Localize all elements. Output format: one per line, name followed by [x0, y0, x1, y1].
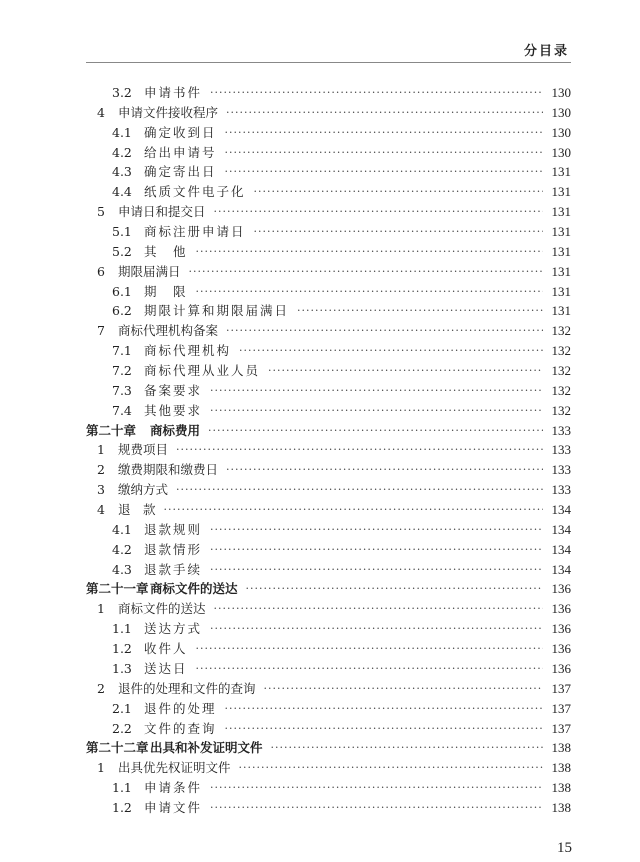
entry-page: 133	[551, 442, 571, 458]
entry-number: 4.2	[112, 541, 132, 557]
entry-page: 134	[551, 521, 571, 537]
dot-leader	[254, 182, 543, 202]
entry-number: 1	[97, 442, 105, 458]
dot-leader	[271, 738, 543, 758]
dot-leader	[268, 361, 543, 381]
entry-page: 131	[551, 184, 571, 200]
entry-page: 130	[551, 144, 571, 160]
entry-title: 商标代理机构	[144, 343, 232, 359]
entry-number: 第二十二章	[86, 740, 149, 756]
toc-entry[interactable]	[86, 83, 571, 103]
entry-title: 退款手续	[144, 561, 203, 577]
entry-page: 136	[551, 581, 571, 597]
entry-title: 退款规则	[144, 521, 203, 537]
entry-page: 132	[551, 343, 571, 359]
entry-title: 其他要求	[144, 402, 203, 418]
entry-page: 130	[551, 85, 571, 100]
dot-leader	[254, 222, 543, 242]
entry-number: 3	[97, 482, 105, 498]
dot-leader	[239, 341, 543, 361]
entry-page: 132	[551, 382, 571, 398]
entry-page: 130	[551, 104, 571, 120]
entry-title: 确定寄出日	[144, 164, 217, 180]
entry-number: 5.2	[112, 243, 132, 259]
entry-number: 2.1	[112, 700, 132, 716]
toc-entry[interactable]	[86, 341, 571, 361]
entry-number: 2	[97, 680, 105, 696]
entry-title: 收件人	[144, 641, 188, 657]
toc-entry[interactable]	[86, 659, 571, 679]
entry-page: 131	[551, 263, 571, 279]
dot-leader	[210, 798, 543, 818]
dot-leader	[226, 460, 543, 480]
entry-number: 4.2	[112, 144, 132, 160]
entry-title: 缴费期限和缴费日	[118, 462, 219, 478]
dot-leader	[210, 520, 543, 540]
entry-title: 给出申请号	[144, 144, 217, 160]
toc-entry[interactable]	[86, 262, 571, 282]
entry-title: 备案要求	[144, 382, 203, 398]
toc-entry[interactable]	[86, 143, 571, 163]
entry-title: 出具优先权证明文件	[118, 760, 231, 776]
dot-leader	[196, 282, 543, 302]
dot-leader	[225, 162, 543, 182]
running-header	[86, 38, 571, 63]
toc-entry[interactable]	[86, 242, 571, 262]
entry-number: 1.3	[112, 660, 132, 676]
entry-number: 6	[97, 263, 105, 279]
entry-page: 134	[551, 502, 571, 518]
entry-page: 133	[551, 422, 571, 438]
entry-page: 132	[551, 363, 571, 379]
table-of-contents	[86, 83, 571, 818]
dot-leader	[176, 440, 543, 460]
entry-title: 商标代理从业人员	[144, 363, 261, 379]
entry-page: 133	[551, 482, 571, 498]
dot-leader	[226, 321, 543, 341]
dot-leader	[214, 202, 543, 222]
dot-leader	[210, 619, 543, 639]
dot-leader	[208, 421, 543, 441]
entry-page: 134	[551, 541, 571, 557]
entry-title: 商标注册申请日	[144, 224, 246, 240]
dot-leader	[225, 123, 543, 143]
entry-page: 132	[551, 323, 571, 339]
dot-leader	[264, 679, 543, 699]
dot-leader	[225, 143, 543, 163]
entry-number: 4	[97, 502, 105, 518]
entry-page: 134	[551, 561, 571, 577]
entry-number: 7	[97, 323, 105, 339]
toc-entry[interactable]	[86, 282, 571, 302]
entry-page: 138	[551, 799, 571, 815]
entry-number: 4.1	[112, 124, 132, 140]
entry-page: 131	[551, 204, 571, 220]
entry-title: 退款情形	[144, 541, 203, 557]
toc-entry[interactable]	[86, 401, 571, 421]
entry-number: 1.2	[112, 799, 132, 815]
entry-page: 131	[551, 224, 571, 240]
entry-number: 4.1	[112, 521, 132, 537]
toc-entry[interactable]	[86, 440, 571, 460]
toc-entry[interactable]	[86, 520, 571, 540]
entry-page: 136	[551, 601, 571, 617]
toc-entry[interactable]	[86, 480, 571, 500]
entry-page: 138	[551, 760, 571, 776]
header-title: 分目录	[523, 44, 569, 59]
entry-title: 期限届满日	[118, 263, 181, 279]
dot-leader	[210, 401, 543, 421]
entry-page: 131	[551, 303, 571, 319]
entry-title: 纸质文件电子化	[144, 184, 246, 200]
dot-leader	[239, 758, 543, 778]
entry-title: 送达方式	[144, 621, 203, 637]
entry-page: 131	[551, 243, 571, 259]
dot-leader	[214, 599, 543, 619]
entry-title: 商标文件的送达	[118, 601, 206, 617]
entry-number: 5.1	[112, 224, 132, 240]
dot-leader	[164, 500, 543, 520]
entry-number: 1	[97, 760, 105, 776]
entry-page: 132	[551, 402, 571, 418]
entry-title: 文件的查询	[144, 720, 217, 736]
entry-page: 136	[551, 641, 571, 657]
toc-entry[interactable]	[86, 758, 571, 778]
entry-number: 1	[97, 601, 105, 617]
entry-number: 2	[97, 462, 105, 478]
toc-entry[interactable]	[86, 301, 571, 321]
entry-page: 130	[551, 124, 571, 140]
toc-entry[interactable]	[86, 540, 571, 560]
entry-title: 申请书件	[144, 85, 203, 100]
entry-number: 5	[97, 204, 105, 220]
entry-page: 131	[551, 283, 571, 299]
entry-page: 131	[551, 164, 571, 180]
entry-title: 退件的处理	[144, 700, 217, 716]
entry-title: 缴纳方式	[118, 482, 169, 498]
toc-entry[interactable]	[86, 778, 571, 798]
entry-page: 137	[551, 680, 571, 696]
toc-entry[interactable]	[86, 719, 571, 739]
toc-entry[interactable]	[86, 639, 571, 659]
entry-number: 4	[97, 104, 105, 120]
entry-title: 其 他	[144, 243, 188, 259]
entry-title: 申请文件接收程序	[118, 104, 219, 120]
entry-title: 退件的处理和文件的查询	[118, 680, 256, 696]
entry-number: 第二十章	[86, 422, 137, 438]
toc-entry[interactable]	[86, 619, 571, 639]
entry-title: 商标代理机构备案	[118, 323, 219, 339]
dot-leader	[246, 579, 543, 599]
toc-chapter-entry[interactable]	[86, 421, 571, 441]
dot-leader	[210, 381, 543, 401]
dot-leader	[210, 560, 543, 580]
toc-chapter-entry[interactable]	[86, 579, 571, 599]
entry-number: 4.3	[112, 164, 132, 180]
entry-page: 138	[551, 740, 571, 756]
toc-entry[interactable]	[86, 123, 571, 143]
dot-leader	[225, 719, 543, 739]
toc-entry[interactable]	[86, 321, 571, 341]
entry-number: 第二十一章	[86, 581, 149, 597]
entry-number: 1.1	[112, 621, 132, 637]
entry-title: 商标文件的送达	[150, 581, 238, 597]
dot-leader	[189, 262, 543, 282]
entry-page: 137	[551, 720, 571, 736]
page-number: 15	[557, 840, 572, 856]
dot-leader	[210, 83, 543, 103]
toc-chapter-entry[interactable]	[86, 738, 571, 758]
entry-title: 期限计算和期限届满日	[144, 303, 290, 319]
entry-page: 138	[551, 780, 571, 796]
entry-title: 出具和补发证明文件	[150, 740, 263, 756]
toc-entry[interactable]	[86, 560, 571, 580]
entry-number: 3.2	[112, 85, 132, 100]
toc-entry[interactable]	[86, 182, 571, 202]
entry-title: 申请条件	[144, 780, 203, 796]
entry-number: 2.2	[112, 720, 132, 736]
toc-entry[interactable]	[86, 361, 571, 381]
toc-entry[interactable]	[86, 500, 571, 520]
entry-number: 4.3	[112, 561, 132, 577]
entry-title: 申请日和提交日	[118, 204, 206, 220]
entry-page: 137	[551, 700, 571, 716]
entry-number: 7.3	[112, 382, 132, 398]
entry-number: 1.2	[112, 641, 132, 657]
entry-number: 4.4	[112, 184, 132, 200]
toc-entry[interactable]	[86, 798, 571, 818]
entry-page: 136	[551, 621, 571, 637]
toc-entry[interactable]	[86, 699, 571, 719]
entry-title: 申请文件	[144, 799, 203, 815]
dot-leader	[196, 659, 543, 679]
entry-page: 133	[551, 462, 571, 478]
toc-entry[interactable]	[86, 679, 571, 699]
dot-leader	[210, 540, 543, 560]
dot-leader	[196, 639, 543, 659]
entry-number: 7.2	[112, 363, 132, 379]
toc-entry[interactable]	[86, 599, 571, 619]
dot-leader	[210, 778, 543, 798]
entry-title: 确定收到日	[144, 124, 217, 140]
entry-number: 1.1	[112, 780, 132, 796]
entry-title: 退 款	[118, 502, 156, 518]
entry-page: 136	[551, 660, 571, 676]
toc-entry[interactable]	[86, 103, 571, 123]
entry-number: 6.2	[112, 303, 132, 319]
entry-number: 7.1	[112, 343, 132, 359]
dot-leader	[226, 103, 543, 123]
dot-leader	[225, 699, 543, 719]
entry-number: 6.1	[112, 283, 132, 299]
entry-title: 商标费用	[150, 422, 201, 438]
toc-entry[interactable]	[86, 202, 571, 222]
entry-title: 送达日	[144, 660, 188, 676]
toc-entry[interactable]	[86, 460, 571, 480]
dot-leader	[196, 242, 543, 262]
toc-entry[interactable]	[86, 222, 571, 242]
dot-leader	[297, 301, 543, 321]
toc-entry[interactable]	[86, 162, 571, 182]
entry-title: 规费项目	[118, 442, 169, 458]
entry-number: 7.4	[112, 402, 132, 418]
entry-title: 期 限	[144, 283, 188, 299]
dot-leader	[176, 480, 543, 500]
toc-entry[interactable]	[86, 381, 571, 401]
